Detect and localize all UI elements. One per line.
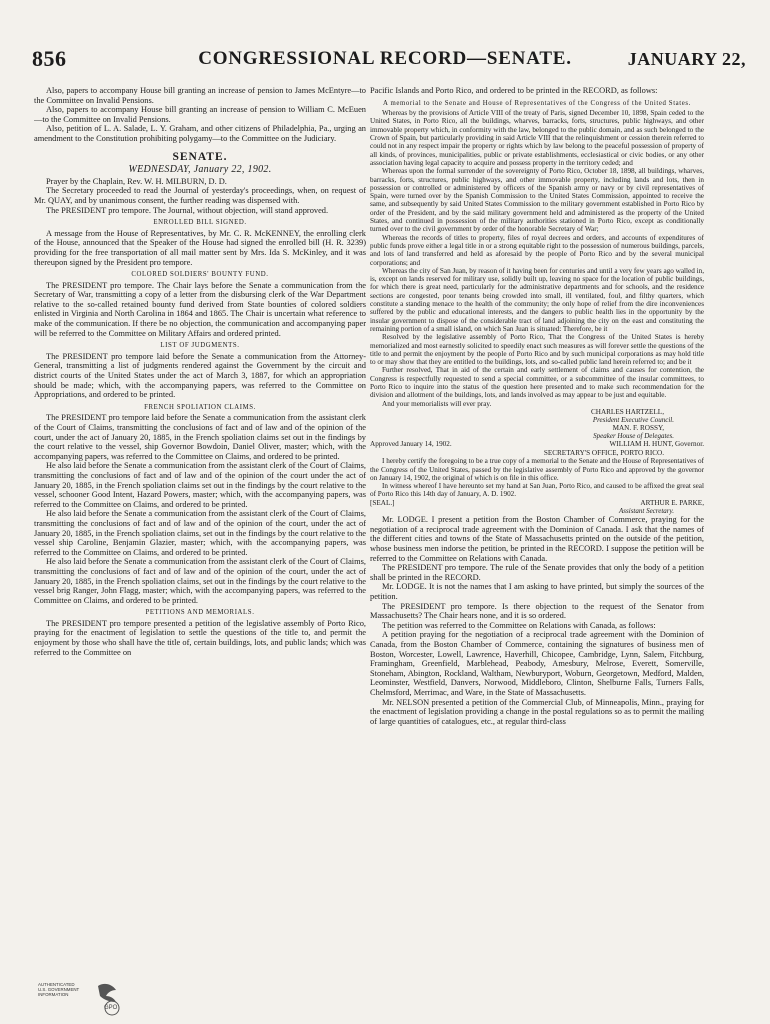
- right-column: [370, 86, 704, 946]
- certification: I hereby certify the foregoing to be a true copy of a memorial to the Senate and the House of Representatives of the Congress of the United States, passed by the legislative assembly of Porto Rico and approved by the governor on January 14, 1902, the original of which is on file in this office.: [370, 457, 704, 482]
- section-heading: COLORED SOLDIERS' BOUNTY FUND.: [131, 271, 269, 279]
- memorial-paragraph: Whereas the city of San Juan, by reason of it having been for centuries and until a very few years ago walled in, is, except on lands reserved for military use, solidly built up, leaving no space for the location of public buildings, for which there is great need, particularly for the administrative departments and for schools, and the residence sections are congested, poor tenants being crowded into small, ill ventilated, foul, and filthy quarters, which constitute a standing menace to the health of the community; the only hope of relief from the dire inconveniences suffered by the public and educational interests, and the dangers to public health lies in the opportunity by the insular government to dispose of the considerable tract of land adjoining the city on the east and constituting the remaining portion of a small island, on which San Juan is situated: Therefore, be it: [370, 266, 704, 333]
- paragraph: The PRESIDENT pro tempore. The Journal, without objection, will stand approved.: [46, 205, 329, 215]
- paragraph: The PRESIDENT pro tempore. Is there objection to the request of the Senator from Massachusetts? The Chair hears none, and it is so ordered.: [370, 601, 704, 621]
- paragraph: The petition was referred to the Committee on Relations with Canada, as follows:: [382, 620, 656, 630]
- paragraph: The Secretary proceeded to read the Journal of yesterday's proceedings, when, on request of Mr. QUAY, and by unanimous consent, the further reading was dispensed with.: [34, 186, 366, 205]
- signature-title: Speaker House of Delegates.: [593, 432, 674, 441]
- page-date: JANUARY 22,: [627, 49, 746, 69]
- page-header: [0, 0, 770, 86]
- governor-signature: WILLIAM H. HUNT, Governor.: [609, 440, 704, 449]
- page-number: 856: [32, 46, 67, 71]
- paragraph: He also laid before the Senate a communication from the assistant clerk of the Court of Claims, transmitting the conclusions of fact and of law and of the opinion of the court under the act of January 20, 1885, in the French spoliation claims set out in the findings by the court relative to the vessel, schooner Good Intent, Hazard Powers, master; which, with the accompanying papers, was referred to the Committee on Claims, and ordered to be printed.: [34, 461, 366, 509]
- signature-title: President Executive Council.: [592, 416, 674, 425]
- paragraph: The PRESIDENT pro tempore. The rule of the Senate provides that only the body of a petition shall be printed in the RECORD.: [370, 563, 704, 582]
- paragraph: The PRESIDENT pro tempore laid before the Senate a communication from the assistant clerk of the Court of Claims, transmitting the conclusions of fact and of law and of the opinion of the court, under the act of January 20, 1885, in the French spoliation claims set out in the findings by the court relative to the vessel, ship Governor Bowdoin, Daniel Oliver, master; which, with the accompanying papers, was referred to the Committee on Claims, and ordered to be printed.: [34, 413, 366, 461]
- paragraph: He also laid before the Senate a communication from the assistant clerk of the Court of Claims, transmitting the conclusions of fact and of law and of the opinion of the court, under the act of January 20, 1885, in the French spoliation claims, set out in the findings by the court relative to the vessel ship Caroline, Benjamin Glazier, master; which, with the accompanying papers, was referred to the Committee on Claims, and ordered to be printed.: [34, 509, 366, 557]
- secretary-office: SECRETARY'S OFFICE, PORTO RICO.: [543, 448, 664, 457]
- section-heading: FRENCH SPOLIATION CLAIMS.: [144, 403, 256, 411]
- paragraph: The PRESIDENT pro tempore laid before the Senate a communication from the Attorney-General, transmitting a list of judgments rendered against the Government by the circuit and district courts of the United States under the act of March 3, 1887, for which an appropriation should be made; which, with the accompanying papers, was referred to the Committee on Appropriations, and ordered to be printed.: [34, 351, 366, 400]
- paragraph: The PRESIDENT pro tempore. The Chair lays before the Senate a communication from the Secretary of War, transmitting a copy of a letter from the disbursing clerk of the War Department relative to the so-called retained bounty fund derived from State bounties of colored soldiers enlisted in Virginia and North Carolina in 1864 and 1865. The Chair is uncertain what reference to make of the communication. If there be no objection, the communication and accompanying paper will be referred to the Committee on Military Affairs and ordered printed.: [34, 280, 366, 338]
- paragraph: Pacific Islands and Porto Rico, and ordered to be printed in the RECORD, as follows:: [370, 86, 658, 95]
- memorial-paragraph: Whereas upon the formal surrender of the sovereignty of Porto Rico, October 18, 1898, all buildings, wharves, barracks, forts, structures, public highways, and other immovable property, including lands and lots, then in possession or controlled or administered by officers of the Spanish army or navy or by civil representatives of Spain, were turned over by the Spanish Commission to the United States Commission, appointed to receive the same, and subsequently by said United States Commission to the military government established in Porto Rico by order of the President, and by the said military government held and administered as the property of the United States, and continued in possession of the military authorities stationed in Porto Rico, except as conditionally turned over to the civil government by order of the honorable Secretary of War;: [370, 167, 704, 234]
- paragraph: Also, papers to accompany House bill granting an increase of pension to William C. McEuen—to the Committee on Invalid Pensions.: [34, 105, 366, 124]
- paragraph: Mr. LODGE. I present a petition from the Boston Chamber of Commerce, praying for the negotiation of a reciprocal trade agreement with the Dominion of Canada. I ask that the names of the different cities and towns of the State of Massachusetts printed on the outside of the petition, whose business men indorse the petition, be printed in the RECORD. I suppose the petition will be referred to the Committee on Relations with Canada.: [370, 515, 704, 563]
- seal-label: [SEAL.]: [370, 498, 395, 507]
- session-date: WEDNESDAY, January 22, 1902.: [128, 164, 272, 176]
- paragraph: Mr. LODGE. It is not the names that I am asking to have printed, but simply the sources of the petition.: [370, 582, 704, 601]
- paragraph: Mr. NELSON presented a petition of the Commercial Club, of Minneapolis, Minn., praying for the enactment of legislation providing a change in the postal regulations so as to permit the mailing of large quantities of catalogues, etc., at regular third-class: [370, 697, 704, 726]
- signature-name: MAN. F. ROSSY,: [612, 424, 664, 433]
- signature-name: CHARLES HARTZELL,: [590, 407, 664, 416]
- gpo-line: U.S. GOVERNMENT: [38, 987, 80, 992]
- gpo-mark: GPO: [104, 1005, 118, 1011]
- memorial-paragraph: Resolved by the legislative assembly of Porto Rico, That the Congress of the United States is hereby memorialized and most earnestly solicited to speedily enact such measures as will forever settle the questions of the title to and permit the enjoyment by the people of Porto Rico and by such municipal corporations as may hold title to or may show that they are entitled to the buildings, lots, and so-called public land herein referred to; and be it: [370, 333, 704, 367]
- section-heading: ENROLLED BILL SIGNED.: [153, 219, 247, 227]
- approved-date: Approved January 14, 1902.: [370, 440, 452, 449]
- left-column: [34, 86, 366, 946]
- seal-row: [370, 499, 704, 508]
- memorial-title: A memorial to the Senate and House of Representatives of the Congress of the United States.: [383, 99, 691, 107]
- memorial-paragraph: Further resolved, That in aid of the certain and early settlement of claims and causes for contention, the Congress is respectfully requested to send a special committee, or a subcommittee of the insular committees, to Porto Rico to inquire into the status of the question here presented and to make such recommendation for the division and allotment of the buildings, lots, and lands involved as may appear to be just and equitable.: [370, 366, 704, 400]
- gpo-line: AUTHENTICATED: [38, 982, 75, 987]
- witness: In witness whereof I have hereunto set my hand at San Juan, Porto Rico, and caused to be affixed the great seal of Porto Rico this 14th day of January, A. D. 1902.: [370, 482, 704, 499]
- gpo-text: [38, 982, 79, 997]
- memorial-paragraph: Whereas by the provisions of Article VIII of the treaty of Paris, signed December 10, 1898, Spain ceded to the United States, in Porto Rico, all the buildings, wharves, barracks, forts, structures, public highways, and other immovable property which, in conformity with the law, belonged to the public domain, and as such belonged to the Crown of Spain, but particularly providing in said Article VIII that the relinquishment or cession therein referred to could not in any respect impair the property or rights which by law belong to the peaceful possession of property of all kinds, of provinces, municipalities, public or private establishments, ecclesiastical or civic bodies, or any other association having legal capacity to acquire and possess property in the territory ceded; and: [370, 109, 704, 167]
- gpo-authentication-logo: [38, 978, 134, 1018]
- memorial-paragraph: Whereas the records of titles to property, files of royal decrees and orders, and accounts of expenditures of public funds prove either a legal title in or a strong equitable right to the possession of numerous buildings, parcels, and lots of land transferred and held as aforesaid by the people of Porto Rico and by the several municipal corporations; and: [370, 233, 704, 267]
- signature-title: Assistant Secretary.: [619, 507, 674, 516]
- section-heading: LIST OF JUDGMENTS.: [160, 342, 240, 350]
- prayer: Prayer by the Chaplain, Rev. W. H. MILBURN, D. D.: [46, 176, 227, 186]
- paragraph: The PRESIDENT pro tempore presented a petition of the legislative assembly of Porto Rico, praying for the enactment of legislation to settle the questions of the title to, and permit the enjoyment by those who shall have the title of, certain buildings, lots, and public lands; which was referred to the Committee on: [34, 618, 366, 657]
- section-heading: PETITIONS AND MEMORIALS.: [145, 609, 255, 617]
- paragraph: Also, papers to accompany House bill granting an increase of pension to James McEntyre—to the Committee on Invalid Pensions.: [34, 86, 366, 105]
- senate-heading: SENATE.: [172, 150, 228, 163]
- paragraph: A message from the House of Representatives, by Mr. C. R. McKENNEY, the enrolling clerk of the House, announced that the Speaker of the House had signed the enrolled bill (H. R. 3239) providing for the free transportation of all mail matter sent by Mrs. Ida S. McKinley, and it was thereupon signed by the President pro tempore.: [34, 228, 366, 267]
- parke-signature: ARTHUR E. PARKE,: [640, 498, 704, 507]
- memorial-paragraph: And your memorialists will ever pray.: [382, 399, 492, 408]
- gpo-line: INFORMATION: [38, 992, 69, 997]
- paragraph: A petition praying for the negotiation of a reciprocal trade agreement with the Dominion of Canada, from the Boston Chamber of Commerce, containing the signatures of business men of Boston, Worcester, Lowell, Lawrence, Haverhill, Chicopee, Cambridge, Lynn, Salem, Fitchburg, Framingham, Greenfield, Marblehead, Peabody, Amesbury, Melrose, Everett, Somerville, Stoneham, Abington, Rockland, Waltham, Newburyport, Woburn, Georgetown, Medford, Malden, Leominster, Westfield, Danvers, Norwood, Middleboro, Clinton, Shelburne Falls, Turners Falls, Chelmsford, Merrimac, and Ware, in the State of Massachusetts.: [370, 630, 704, 697]
- paragraph: Also, petition of L. A. Salade, L. Y. Graham, and other citizens of Philadelphia, Pa., urging an amendment to the Constitution prohibiting polygamy—to the Committee on the Judiciary.: [34, 124, 366, 143]
- page-title: CONGRESSIONAL RECORD—SENATE.: [198, 48, 572, 69]
- approval-row: [370, 440, 704, 449]
- paragraph: He also laid before the Senate a communication from the assistant clerk of the Court of Claims, transmitting the conclusions of fact and of law and of the opinion of the court, under the act of January 20, 1885, in the French spoliation claims, set out in the findings by the court relative to the vessel brig Ranger, John Flagg, master; which, with the accompanying papers, was referred to the Committee on Claims, and ordered to be printed.: [34, 557, 366, 605]
